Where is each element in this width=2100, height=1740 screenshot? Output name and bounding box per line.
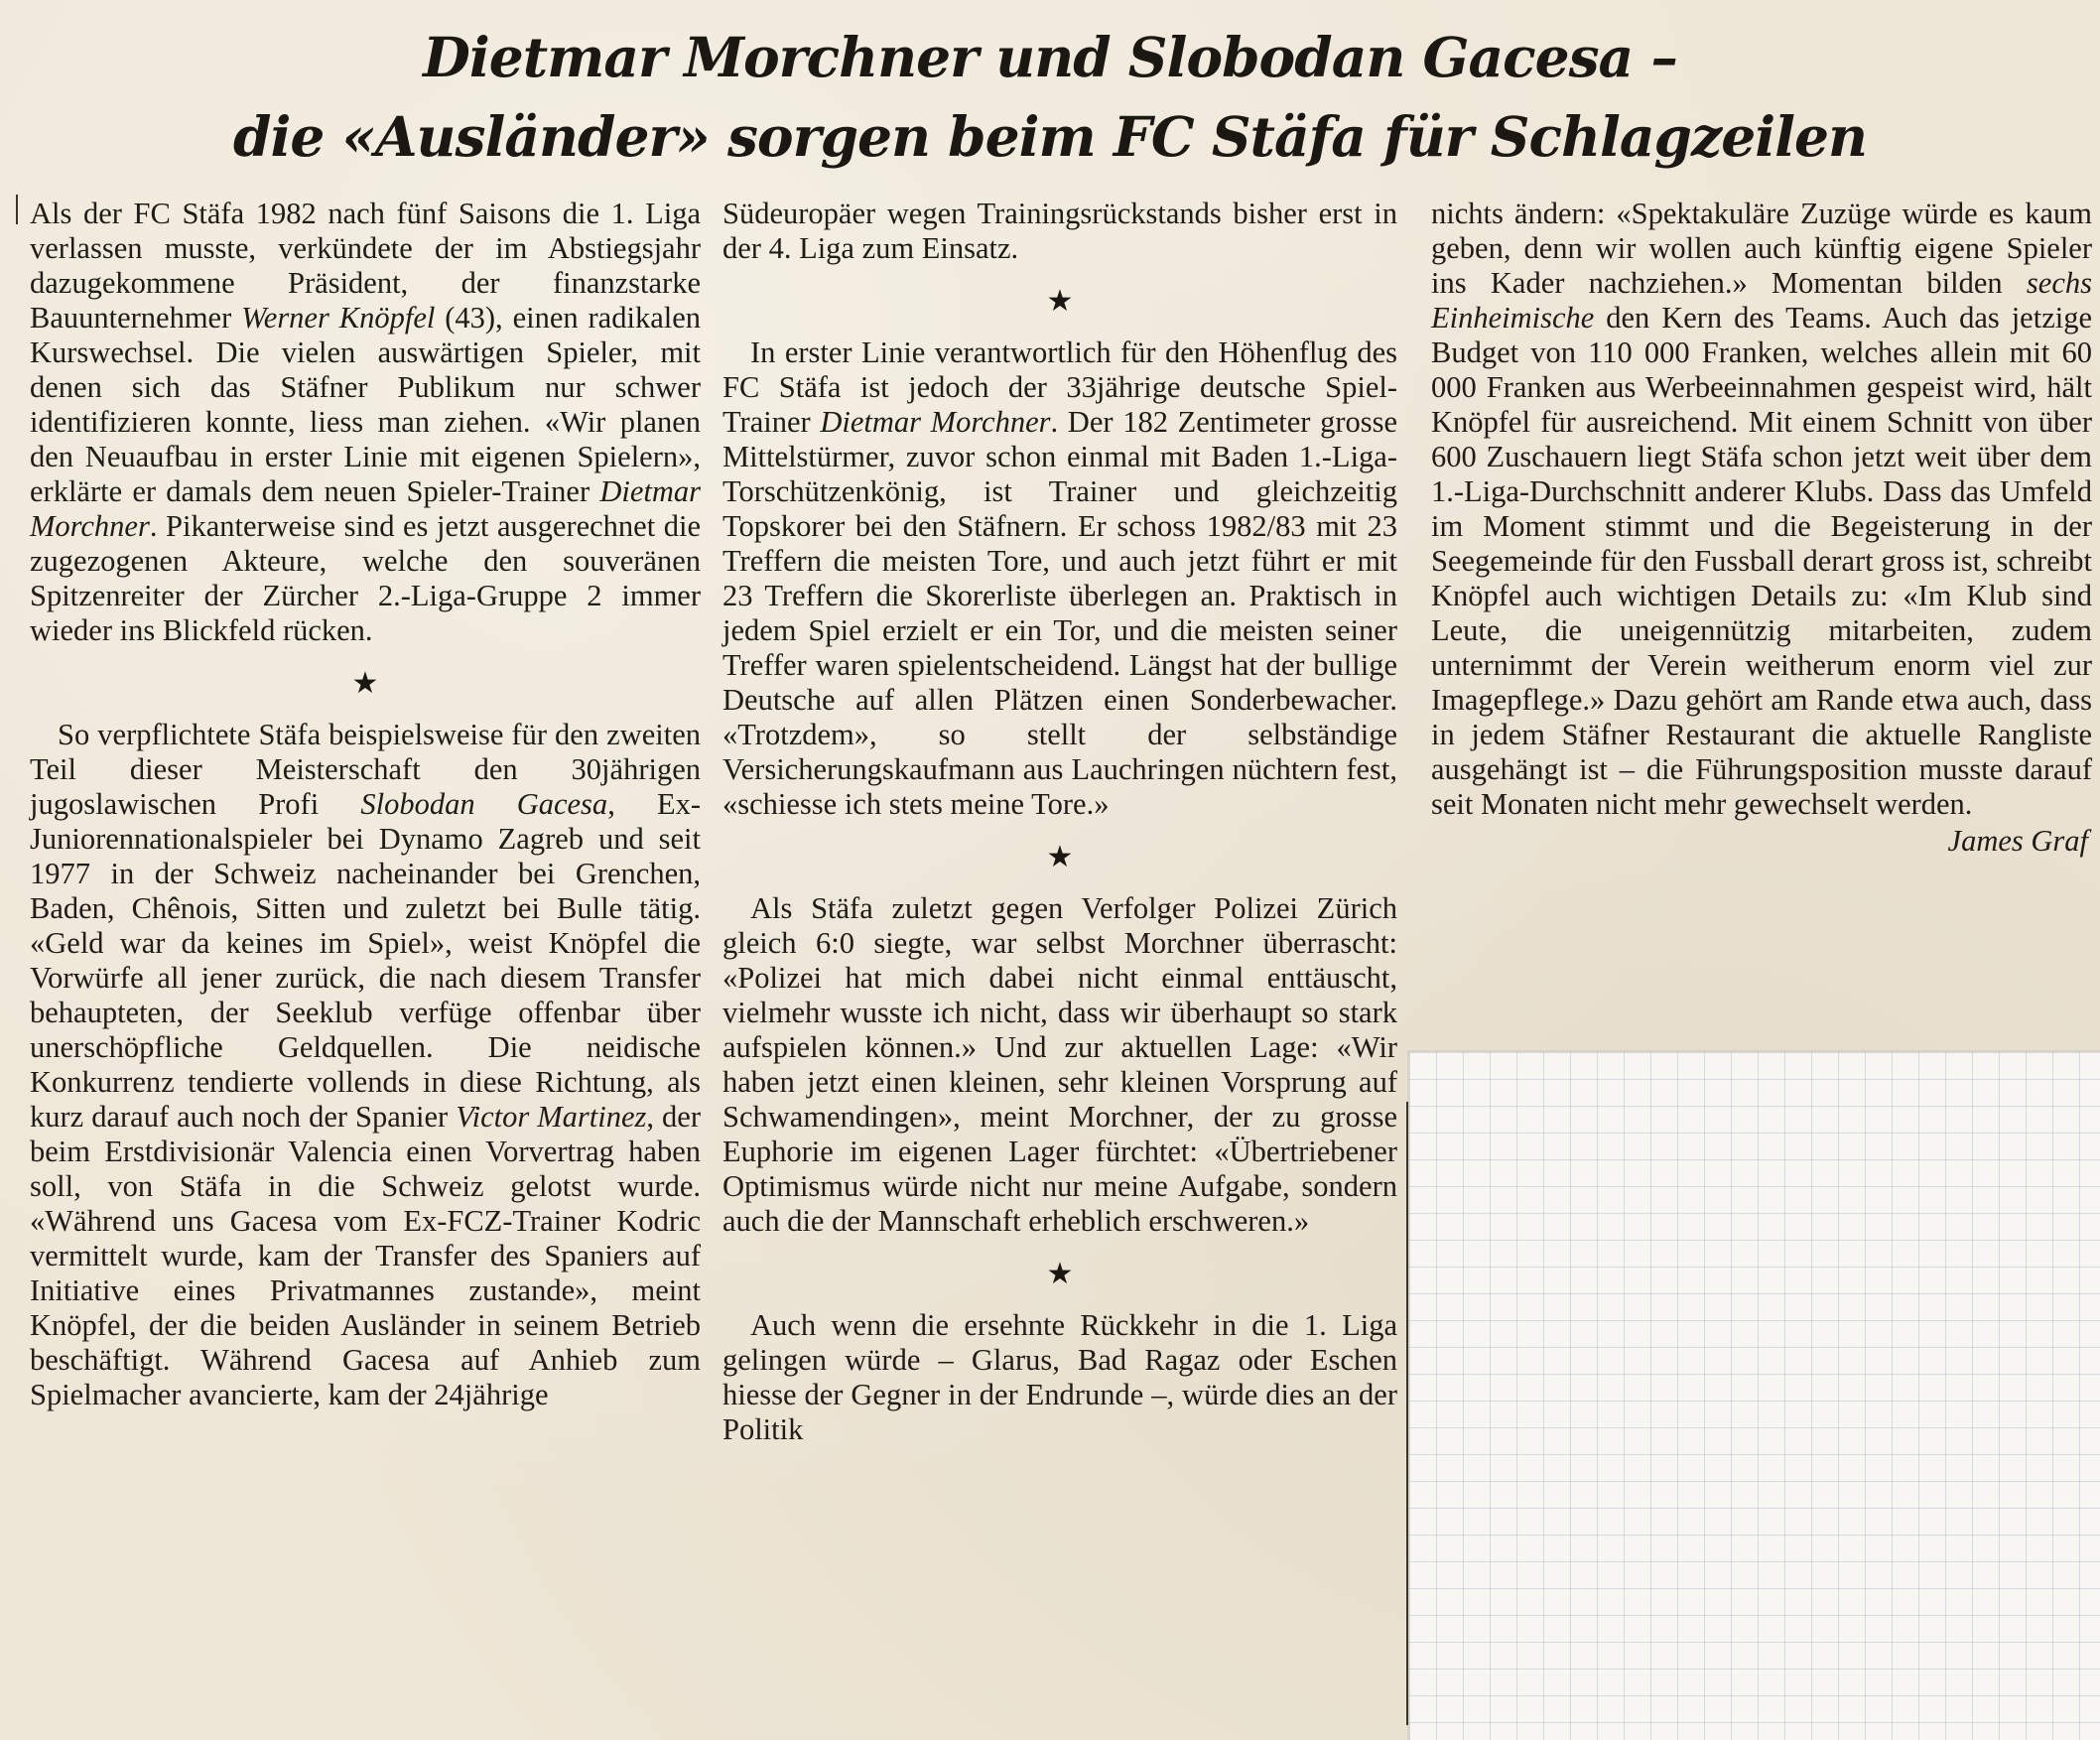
text-run: Südeuropäer wegen Trainingsrückstands bisher erst in der 4. Liga zum Einsatz.: [722, 197, 1397, 265]
paragraph: [722, 891, 1397, 1239]
text-run: , Ex-Juniorennationalspieler bei Dynamo Zagreb und seit 1977 in der Schweiz nacheinander bei Grenchen, Baden, Chênois, Sitten und zuletzt bei Bulle tätig. «Geld war da keines im Spiel», weist Knöpfel die Vorwürfe all jener zurück, die nach diesem Transfer behaupteten, der Seeklub verfüge offenbar über unerschöpfliche Geldquellen. Die neidische Konkurrenz tendierte vollends in diese Richtung, als kurz darauf auch noch der Spanier: [30, 787, 701, 1134]
paragraph: [30, 197, 701, 648]
person-name: Dietmar Morchner: [30, 474, 701, 543]
article-column-1: [30, 197, 701, 1412]
paragraph: [1431, 197, 2092, 822]
article-column-2: [722, 197, 1397, 1447]
text-run: Als der FC Stäfa 1982 nach fünf Saisons die 1. Liga verlassen musste, verkündete der im Abstiegsjahr dazugekommene Präsident, der finanzstarke Bauunternehmer: [30, 197, 701, 335]
emphasis: sechs Einheimische: [1431, 266, 2092, 335]
text-run: (43), einen radikalen Kurswechsel. Die vielen auswärtigen Spieler, mit denen sich das Stäfner Publikum nur schwer identifizieren konnte, liess man ziehen. «Wir planen den Neuaufbau in erster Linie mit eigenen Spielern», erklärte er damals dem neuen Spieler-Trainer: [30, 301, 701, 508]
section-star-divider: ★: [1046, 841, 1074, 873]
paragraph: [722, 335, 1397, 822]
headline-line-1: Dietmar Morchner und Slobodan Gacesa –: [423, 25, 1677, 89]
text-run: nichts ändern: «Spektakuläre Zuzüge würde es kaum geben, denn wir wollen auch künftig eigene Spieler ins Kader nachziehen.» Momentan bilden: [1431, 197, 2092, 300]
person-name: Werner Knöpfel: [241, 301, 436, 335]
headline: [0, 18, 2100, 177]
text-run: Auch wenn die ersehnte Rückkehr in die 1. Liga gelingen würde – Glarus, Bad Ragaz oder Eschen hiesse der Gegner in der Endrunde –, würde dies an der Politik: [722, 1308, 1397, 1446]
section-star-divider: ★: [1046, 285, 1074, 318]
article-column-3: [1431, 197, 2092, 859]
text-run: . Pikanterweise sind es jetzt ausgerechnet die zugezogenen Akteure, welche den souveränen Spitzenreiter der Zürcher 2.-Liga-Gruppe 2 immer wieder ins Blickfeld rücken.: [30, 509, 701, 647]
paragraph: [722, 197, 1397, 266]
text-run: . Der 182 Zentimeter grosse Mittelstürmer, zuvor schon einmal mit Baden 1.-Liga-Torschützenkönig, ist Trainer und gleichzeitig Topskorer bei den Stäfnern. Er schoss 1982/83 mit 23 Treffern die meisten Tore, und auch jetzt führt er mit 23 Treffern die Skorerliste überlegen an. Praktisch in jedem Spiel erzielt er ein Tor, und die meisten seiner Treffer waren spielentscheidend. Längst hat der bullige Deutsche auf allen Plätzen einen Sonderbewacher. «Trotzdem», so stellt der selbständige Versicherungskaufmann aus Lauchringen nüchtern fest, «schiesse ich stets meine Tore.»: [722, 405, 1398, 821]
text-run: den Kern des Teams. Auch das jetzige Budget von 110 000 Franken, welches allein mit 60 000 Franken aus Werbeeinnahmen gespeist wird, hält Knöpfel für ausreichend. Mit einem Schnitt von über 600 Zuschauern liegt Stäfa schon jetzt weit über dem 1.-Liga-Durchschnitt anderer Klubs. Dass das Umfeld im Moment stimmt und die Begeisterung in der Seegemeinde für den Fussball derart gross ist, schreibt Knöpfel auch wichtigen Details zu: «Im Klub sind Leute, die uneigennützig mitarbeiten, zudem unternimmt der Verein weitherum enorm viel zur Imagepflege.» Dazu gehört am Rande etwa auch, dass in jedem Stäfner Restaurant die aktuelle Rangliste ausgehängt ist – die Führungsposition musste darauf seit Monaten nicht mehr gewechselt werden.: [1431, 301, 2092, 821]
left-column-rule: [16, 195, 18, 224]
text-run: So verpflichtete Stäfa beispielsweise für den zweiten Teil dieser Meisterschaft den 30jährigen jugoslawischen Profi: [30, 718, 701, 821]
paragraph: [30, 718, 701, 1412]
headline-line-2: die «Ausländer» sorgen beim FC Stäfa für Schlagzeilen: [233, 104, 1867, 169]
section-star-divider: ★: [1046, 1258, 1074, 1290]
middle-column-rule: [1406, 1102, 1408, 1725]
text-run: , der beim Erstdivisionär Valencia einen Vorvertrag haben soll, von Stäfa in die Schweiz gelotst wurde. «Während uns Gacesa vom Ex-FCZ-Trainer Kodric vermittelt wurde, kam der Transfer des Spaniers auf Initiative eines Privatmannes zustande», meint Knöpfel, der die beiden Ausländer in seinem Betrieb beschäftigt. Während Gacesa auf Anhieb zum Spielmacher avancierte, kam der 24jährige: [30, 1100, 701, 1411]
section-star-divider: ★: [351, 667, 379, 700]
person-name: Slobodan Gacesa: [360, 787, 608, 821]
person-name: Dietmar Morchner: [820, 405, 1051, 439]
graph-paper-background: [1407, 1050, 2100, 1740]
paragraph: [722, 1308, 1397, 1447]
author-signature: James Graf: [1947, 824, 2088, 858]
person-name: Victor Martinez: [456, 1100, 647, 1134]
text-run: Als Stäfa zuletzt gegen Verfolger Polizei Zürich gleich 6:0 siegte, war selbst Morchner überrascht: «Polizei hat mich dabei nicht einmal enttäuscht, vielmehr wusste ich nicht, dass wir überhaupt so stark aufspielen können.» Und zur aktuellen Lage: «Wir haben jetzt einen kleinen, sehr kleinen Vorsprung auf Schwamendingen», meint Morchner, der zu grosse Euphorie im eigenen Lager fürchtet: «Übertriebener Optimismus würde nicht nur meine Aufgabe, sondern auch die der Mannschaft erheblich erschweren.»: [722, 891, 1397, 1238]
text-run: In erster Linie verantwortlich für den Höhenflug des FC Stäfa ist jedoch der 33jährige deutsche Spiel-Trainer: [722, 335, 1397, 439]
